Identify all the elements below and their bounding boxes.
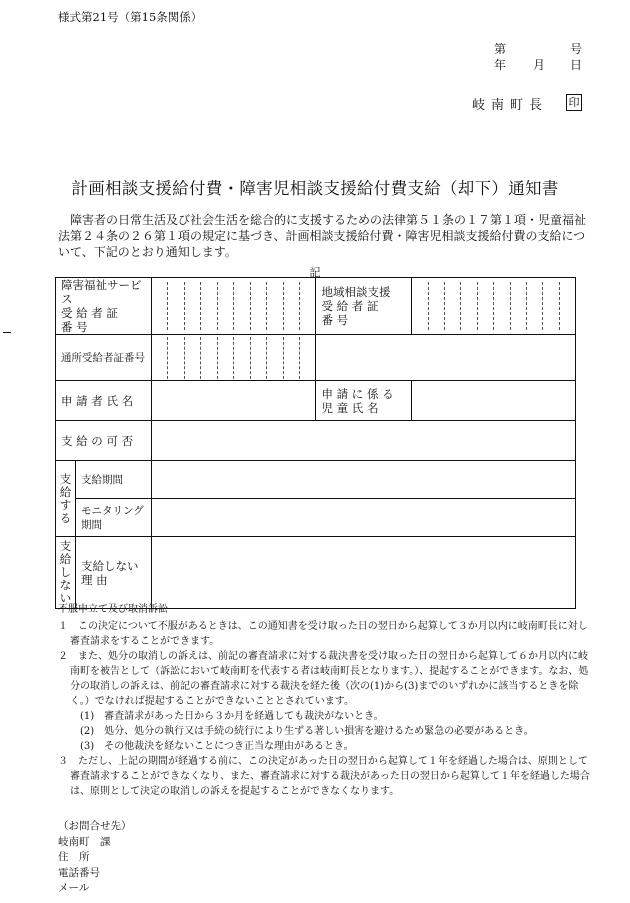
cert-left-line2: 受 給 者 証 (61, 306, 118, 320)
deny-reason-line2: 理 由 (80, 572, 108, 587)
child-line2: 児 童 氏 名 (321, 400, 379, 415)
vertical-text: 支 給 す る (59, 471, 72, 525)
cert-left-line3: 番 号 (61, 320, 88, 334)
tsusho-label: 通所受給者証番号 (56, 335, 152, 381)
child-name-label (316, 381, 412, 421)
tsusho-number-boxes[interactable] (151, 335, 316, 381)
notes-sub3: (3) その他裁決を経ないことにつき正当な理由があるとき。 (80, 741, 354, 752)
cert-right-line3: 番 号 (321, 313, 349, 327)
child-name-field[interactable] (412, 381, 576, 421)
notes-sub2: (2) 処分、処分の執行又は手続の続行により生ずる著しい損害を避けるため緊急の必要があるとき。 (80, 726, 534, 737)
period-label: 支給期間 (75, 461, 151, 499)
child-line1: 申 請 に 係 る (321, 386, 394, 401)
notes-heading: 不服申立て及び取消訴訟 (58, 604, 168, 615)
intro-paragraph: 障害者の日常生活及び社会生活を総合的に支援するための法律第５１条の１７第１項・児童福祉法第２４条の２６第１項の規定に基づき、計画相談支援給付費・障害児相談支援給付費の支給について、下記のとおり通知します。 (58, 213, 587, 259)
monitoring-line2: 期間 (80, 518, 102, 531)
contact-dept: 岐南町 課 (58, 835, 111, 848)
cert-label-left (56, 278, 152, 335)
contact-phone: 電話番号 (58, 866, 100, 879)
monitoring-label (75, 499, 151, 537)
seal-mark: 印 (566, 94, 582, 111)
notice-table (55, 277, 576, 609)
notes-item1: １ この決定について不服があるときは、この通知書を受け取った日の翌日から起算して３か月以内に岐南町長に対し審査請求をすることができます。 (58, 621, 588, 647)
number-prefix: 第 (494, 42, 507, 56)
approval-field[interactable] (151, 421, 575, 461)
number-suffix: 号 (570, 42, 583, 56)
cert-right-line2: 受 給 者 証 (321, 299, 379, 313)
issuer-name: 岐南町長 (472, 98, 549, 113)
applicant-label: 申 請 者 氏 名 (56, 381, 152, 421)
date-day: 日 (570, 58, 583, 72)
cert-label-right (316, 278, 412, 335)
margin-dash (3, 332, 11, 333)
vertical-text: 支 給 し な い (59, 539, 72, 605)
contact-heading: （お問合せ先） (58, 820, 132, 832)
form-number: 様式第21号（第15条関係） (58, 10, 203, 24)
period-field[interactable] (151, 461, 575, 499)
applicant-name-field[interactable] (151, 381, 316, 421)
tsusho-blank (316, 335, 576, 381)
deny-reason-line1: 支給しない (80, 558, 139, 573)
document-title: 計画相談支援給付費・障害児相談支援給付費支給（却下）通知書 (71, 179, 559, 198)
deny-reason-field[interactable] (151, 537, 575, 609)
contact-email: メール (58, 882, 90, 894)
contact-block (58, 819, 132, 897)
deny-vertical-label (56, 537, 76, 609)
grant-vertical-label (56, 461, 76, 537)
notes-item3: ３ ただし、上記の期間が経過する前に、この決定があった日の翌日から起算して１年を経過した場合は、原則として審査請求することができなくなり、また、審査請求に対する裁決があった日の翌日から起算して１年を経過した場合は、原則として決定の取消しの訴えを提起することができなくなります。 (58, 756, 590, 797)
approval-label: 支 給 の 可 否 (56, 421, 152, 461)
cert-number-boxes-right[interactable] (412, 278, 576, 335)
contact-address: 住 所 (58, 851, 90, 863)
appeal-notes (58, 602, 593, 799)
notes-sub1: (1) 審査請求があった日から３か月を経過しても裁決がないとき。 (80, 711, 384, 722)
cert-left-line1: 障害福祉サービス (61, 278, 142, 306)
monitoring-field[interactable] (151, 499, 575, 537)
cert-number-boxes-left[interactable] (151, 278, 316, 335)
date-month: 月 (533, 58, 546, 72)
cert-right-line1: 地域相談支援 (321, 285, 391, 299)
deny-reason-label (75, 537, 151, 609)
date-year: 年 (494, 58, 507, 72)
ki-marker: 記 (309, 266, 321, 279)
monitoring-line1: モニタリング (80, 504, 144, 517)
notes-item2: ２ また、処分の取消しの訴えは、前記の審査請求に対する裁決書を受け取った日の翌日から起算して６か月以内に岐南町を被告として（訴訟において岐南町を代表する者は岐南町長となります。）、提起することができます。なお、処分の取消しの訴えは、前記の審査請求に対する裁決を経た後（次の(1)から(3)までのいずれかに該当するときを除く。）でなければ提起することができないこととされています。 (58, 651, 589, 707)
